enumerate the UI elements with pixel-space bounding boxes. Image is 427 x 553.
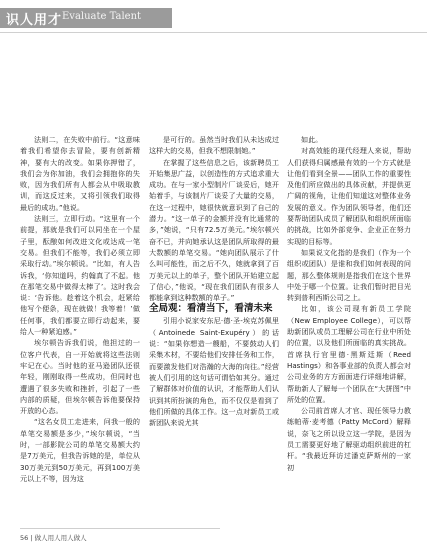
page-footer	[0, 528, 427, 553]
paragraph: 公司前首席人才官、现任领导力教练帕蒂·麦考德（Patty McCord）解释说，奈飞之所以设立这一学院，是因为员工需要更好地了解驱动组织前进的杠杆。“我最近拜访过潘克萨斯州的一家初	[287, 406, 411, 472]
paragraph: 对高效能的现代经理人来说，帮助人们获得归属感最有效的一个方式就是让他们看到全景——团队工作的重要性及他们所应做出的具体贡献，并提供更广阔的视角，让他们知道这对整体业务发展的意义。作为团队领导者，他们还要帮助团队成员了解团队和组织所面临的挑战，比如外部竞争、企业正在努力实现的目标等。	[287, 146, 411, 246]
text-column-1	[20, 134, 140, 484]
section-subtitle: Evaluate Talent	[62, 11, 142, 22]
paragraph: 在掌握了这些信息之后，该新聘员工开始集思广益，以创造性的方式追求重大成功。在与一家小型制片厂谈妥后，她开始着手，与该制片厂谈妥了大量的交易，在这一过程中，她很快就意识到了自己的潜力。“这一单子的金额并没有比通常的多，”她说，“只有72.5万美元。”埃尔顿兴奋不已，并向她承认这是团队所取得的最大数额的单笔交易。“她向团队展示了什么叫可能性，而之后不久，她就拿到了百万美元以上的单子，整个团队开始建立起了信心，”他说，“现在我们团队有很多人都能拿到这种数额的单子。”	[149, 157, 279, 303]
paragraph: 是可行的。虽然当时我们从未达成过这样大的交易，但我不想限制她。”	[149, 135, 279, 156]
paragraph: 比如，该公司现有新员工学院（New Employee College），可以帮助新团队或员工理解公司在行业中所处的位置，以及他们所面临的真实挑战。首席执行官里德·黑斯廷斯（Reed Hastings）和各事业部的负责人都会对公司业务的方方面面进行详细地讲解，帮助新人了解每一个团队在“大拼图”中所处的位置。	[287, 304, 411, 404]
paragraph: 如果说文化指的是我们（作为一个组织或团队）是谁和我们如何表现的问题，那么整体规则是指我们在这个世界中处于哪一个位置。让我们暂时把目光转到普利西斯公司之上。	[287, 247, 411, 303]
page-header	[0, 0, 427, 46]
paragraph: 法则二，在失败中前行。“这意味着我们希望你去冒险，要有创新精神，要有大的改变。如果你押错了，我们会为你加油，我们会拥抱你的失败，因为我们所有人都会从中吸取教训，而这反过来，又将引领我们取得最后的成功。”他说。	[20, 135, 140, 212]
text-column-2	[149, 134, 279, 428]
section-title: 识人用才	[6, 13, 63, 28]
section-subheading: 全局观：看清当下，看清未来	[149, 303, 273, 315]
text-column-3	[287, 134, 411, 473]
paragraph: 引用小说家安东尼·德·圣-埃克苏佩里（Antoinede Saint-Exupéry）的话说：“如果你想造一艘船，不要鼓动人们采集木材，不要给他们安排任务和工作，而要激发他们对浩瀚的大海的向往。”经营被人们引用的这句话可谓恰如其分。通过了解群体对价值的认识，才能帮助人们认识到其所扮演的角色，而不仅仅是看到了他们所做的具体工作。这一点对新员工或新团队来说尤其	[149, 316, 279, 428]
footer-divider	[20, 528, 220, 529]
paragraph: “这名女员工走进来，问我一般的单笔交易额是多少，”埃尔顿说，“当时，一部影院公司的单笔交易额大约是7万美元，但我告诉她的是，单位从30万美元到50万美元，再到100万美元以上不等，因为这	[20, 417, 140, 483]
header-divider	[0, 32, 427, 33]
page-number-text: 56 | 做人用人用人做人	[20, 534, 87, 542]
paragraph: 如此。	[301, 135, 323, 144]
paragraph: 埃尔顿告诉我们说，他担过的一位客户代表，自一开始就将这些法则牢记在心。当时他的亚马逊团队还很年轻，刚刚取得一些成功，但同时也遭遇了很多失败和挫折，引起了一些内部的质疑，但埃尔顿告诉他要保持开放的心态。	[20, 338, 140, 416]
paragraph: 法则三，立即行动。“这里有一个前提，那就是我们可以同坐在一个屋子里，酝酿如何改进文化或达成一笔交易。但我们不能等，我们必须立即采取行动。”埃尔顿说。“比如，有人告诉我，‘你知道吗，约翰真了不起。他在那笔交易中做得太棒了’。这时我会说：‘告诉他。趁着这个机会，赶紧给他写个便条，现在就做！我等着！’做任何事，我们都要立即行动起来，要给人一种紧迫感。”	[20, 214, 140, 337]
